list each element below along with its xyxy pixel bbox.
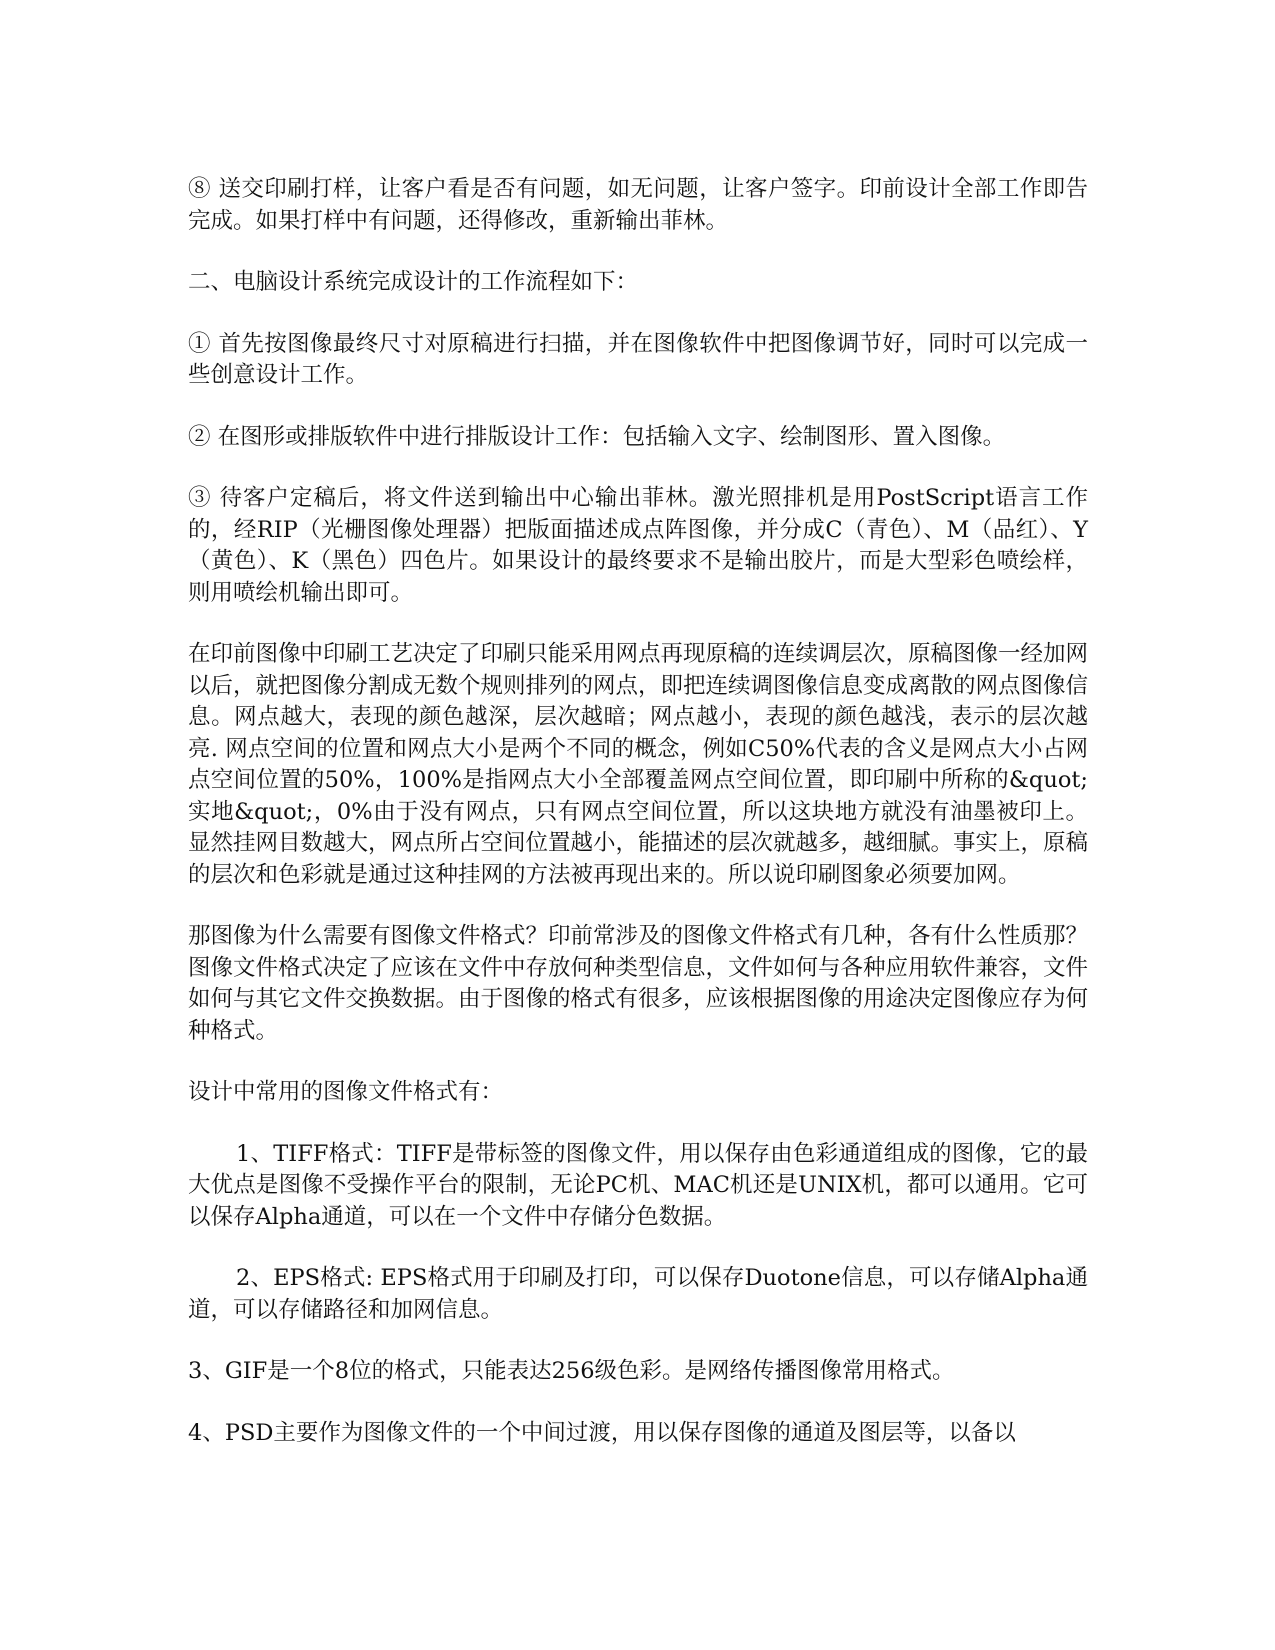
paragraph-halftone: 在印前图像中印刷工艺决定了印刷只能采用网点再现原稿的连续调层次，原稿图像一经加网以后，就把图像分割成无数个规则排列的网点，即把连续调图像信息变成离散的网点图像信息。网点越大，表现的颜色越深，层次越暗；网点越小，表现的颜色越浅，表示的层次越亮. 网点空间的位置和网点大小是两个不同的概念，例如C50%代表的含义是网点大小占网点空间位置的50%，100%是指网点大小全部覆盖网点空间位置，即印刷中所称的&quot;实地&quot;，0%由于没有网点，只有网点空间位置，所以这块地方就没有油墨被印上。显然挂网目数越大，网点所占空间位置越小，能描述的层次就越多，越细腻。事实上，原稿的层次和色彩就是通过这种挂网的方法被再现出来的。所以说印刷图象必须要加网。 (188, 641, 1089, 888)
list-item-psd: 4、PSD主要作为图像文件的一个中间过渡，用以保存图像的通道及图层等，以备以 (188, 1419, 1016, 1446)
paragraph-step-1: ① 首先按图像最终尺寸对原稿进行扫描，并在图像软件中把图像调节好，同时可以完成一些创意设计工作。 (188, 330, 1088, 388)
paragraph-common-formats-heading: 设计中常用的图像文件格式有： (188, 1079, 504, 1105)
section-heading-workflow: 二、电脑设计系统完成设计的工作流程如下： (188, 269, 639, 295)
list-item-eps: 2、EPS格式: EPS格式用于印刷及打印，可以保存Duotone信息，可以存储Alpha通道，可以存储路径和加网信息。 (188, 1265, 1088, 1323)
paragraph-step-3: ③ 待客户定稿后，将文件送到输出中心输出菲林。激光照排机是用PostScript语言工作的，经RIP（光栅图像处理器）把版面描述成点阵图像，并分成C（青色）、M（品红）、Y（黄色）、K（黑色）四色片。如果设计的最终要求不是输出胶片，而是大型彩色喷绘样，则用喷绘机输出即可。 (188, 485, 1088, 606)
list-item-gif: 3、GIF是一个8位的格式，只能表达256级色彩。是网络传播图像常用格式。 (188, 1358, 955, 1384)
paragraph-step-8: ⑧ 送交印刷打样，让客户看是否有问题，如无问题，让客户签字。印前设计全部工作即告完成。如果打样中有问题，还得修改，重新输出菲林。 (188, 176, 1088, 234)
list-item-tiff: 1、TIFF格式：TIFF是带标签的图像文件，用以保存由色彩通道组成的图像，它的最大优点是图像不受操作平台的限制，无论PC机、MAC机还是UNIX机，都可以通用。它可以保存Alpha通道，可以在一个文件中存储分色数据。 (188, 1140, 1088, 1230)
paragraph-step-2: ② 在图形或排版软件中进行排版设计工作：包括输入文字、绘制图形、置入图像。 (188, 423, 1006, 450)
paragraph-file-formats-intro: 那图像为什么需要有图像文件格式？印前常涉及的图像文件格式有几种，各有什么性质那？图像文件格式决定了应该在文件中存放何种类型信息，文件如何与各种应用软件兼容，文件如何与其它文件交换数据。由于图像的格式有很多，应该根据图像的用途决定图像应存为何种格式。 (188, 923, 1089, 1044)
document-body (188, 174, 1088, 1479)
